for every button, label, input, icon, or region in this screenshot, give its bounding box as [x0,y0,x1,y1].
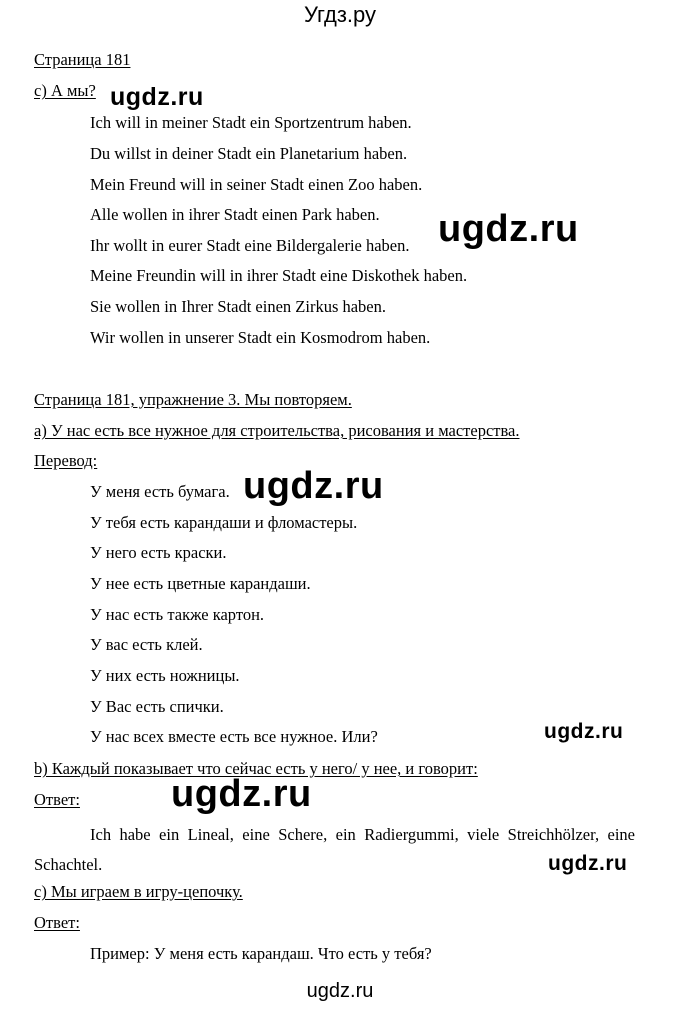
list-item: У нее есть цветные карандаши. [90,574,311,593]
watermark-4: ugdz.ru [544,720,624,743]
site-footer: ugdz.ru [306,980,374,1002]
list-item: Alle wollen in ihrer Stadt einen Park haben. [90,205,380,224]
list-item: Mein Freund will in seiner Stadt einen Zoo haben. [90,175,423,194]
list-item: У него есть краски. [90,543,227,562]
section-c-heading: с) А мы? [34,81,96,100]
page-reference-1: Страница 181 [34,50,131,69]
list-item: Ich will in meiner Stadt ein Sportzentrum haben. [90,113,412,132]
section-c2-heading: с) Мы играем в игру-цепочку. [34,882,243,901]
list-item: У вас есть клей. [90,635,203,654]
site-header: Угдз.ру [303,2,377,27]
answer-label-c: Ответ: [34,913,80,932]
list-item: У Вас есть спички. [90,697,224,716]
list-item: У нас всех вместе есть все нужное. Или? [90,727,378,746]
list-item: У тебя есть карандаши и фломастеры. [90,513,358,532]
list-item: Wir wollen in unserer Stadt ein Kosmodrom haben. [90,328,431,347]
list-item: Sie wollen in Ihrer Stadt einen Zirkus haben. [90,297,387,316]
section-b-heading: b) Каждый показывает что сейчас есть у него/ у нее, и говорит: [34,759,478,778]
page-reference-2: Страница 181, упражнение 3. Мы повторяем. [34,390,352,409]
list-item: У меня есть бумага. [90,482,230,501]
list-item: Du willst in deiner Stadt ein Planetarium haben. [90,144,408,163]
answer-label-b: Ответ: [34,790,80,809]
list-item: Ihr wollt in eurer Stadt eine Bildergalerie haben. [90,236,410,255]
watermark-3: ugdz.ru [243,465,384,507]
answer-b-text: Ich habe ein Lineal, eine Schere, ein Radiergummi, viele Streichhölzer, eine Schachtel. [34,825,635,874]
watermark-5: ugdz.ru [171,773,312,815]
watermark-6: ugdz.ru [548,852,628,875]
list-item: У них есть ножницы. [90,666,240,685]
list-item: У нас есть также картон. [90,605,265,624]
section-a-heading: а) У нас есть все нужное для строительства, рисования и мастерства. [34,421,520,440]
watermark-2: ugdz.ru [438,208,579,250]
list-item: Meine Freundin will in ihrer Stadt eine Diskothek haben. [90,266,468,285]
translation-label: Перевод: [34,451,98,470]
watermark-1: ugdz.ru [110,83,204,111]
answer-c-text: Пример: У меня есть карандаш. Что есть у тебя? [90,944,432,963]
